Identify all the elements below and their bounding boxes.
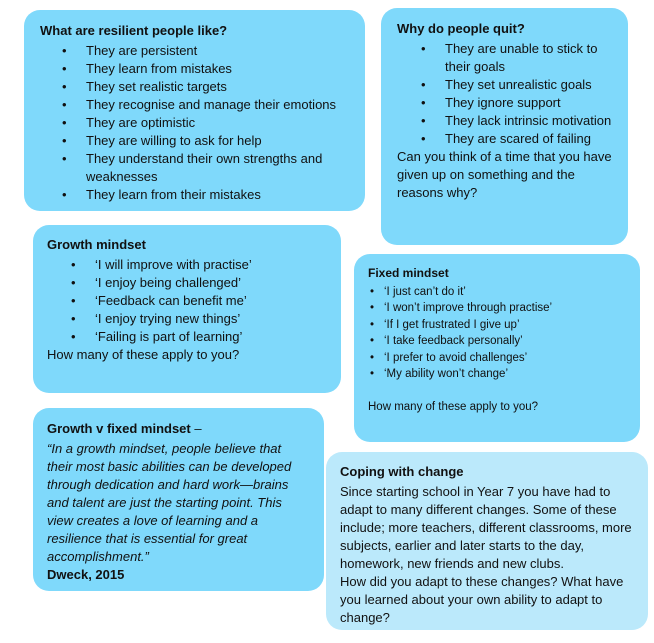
list-item: • ‘I take feedback personally’	[368, 333, 626, 350]
list-item: • ‘I prefer to avoid challenges’	[368, 350, 626, 367]
list-item: • ‘I enjoy being challenged’	[47, 274, 327, 292]
list-item: • ‘I won’t improve through practise’	[368, 300, 626, 317]
quit-title: Why do people quit?	[397, 21, 525, 36]
coping-question: How did you adapt to these changes? What have you learned about your own ability to adapt to change?	[340, 574, 624, 625]
dweck-quote: “In a growth mindset, people believe that their most basic abilities can be developed through dedication and hard work—brains and talent are just the starting point. This view creates a love of learning and a resilience that is essential for great accomplishment.”	[47, 441, 292, 564]
list-item: • They ignore support	[397, 94, 614, 112]
list-item: • ‘Feedback can benefit me’	[47, 292, 327, 310]
list-item: • ‘I enjoy trying new things’	[47, 310, 327, 328]
list-item: • They are scared of failing	[397, 130, 614, 148]
list-item: • They set realistic targets	[40, 78, 349, 96]
growth-list	[47, 256, 327, 346]
list-item: • ‘I just can’t do it’	[368, 284, 626, 301]
list-item: • They learn from their mistakes	[40, 186, 349, 204]
why-quit-box	[381, 8, 628, 245]
list-item: • They lack intrinsic motivation	[397, 112, 614, 130]
quit-list	[397, 40, 614, 148]
coping-body: Since starting school in Year 7 you have had to adapt to many different changes. Some of these include; more teachers, different classrooms, more subjects, earlier and later starts to the day, homework, new friends and new clubs.	[340, 484, 632, 571]
fixed-title: Fixed mindset	[368, 266, 449, 280]
gvf-dash: –	[190, 421, 202, 436]
list-item: • ‘I will improve with practise’	[47, 256, 327, 274]
growth-question: How many of these apply to you?	[47, 347, 240, 362]
coping-with-change-box	[326, 452, 648, 630]
resilient-list	[40, 42, 349, 204]
growth-title: Growth mindset	[47, 237, 146, 252]
list-item: • They are willing to ask for help	[40, 132, 349, 150]
list-item: • They learn from mistakes	[40, 60, 349, 78]
fixed-list	[368, 284, 626, 383]
list-item: • They set unrealistic goals	[397, 76, 614, 94]
list-item: • They are unable to stick to their goals	[397, 40, 614, 76]
list-item: • They are optimistic	[40, 114, 349, 132]
list-item: • They recognise and manage their emotions	[40, 96, 349, 114]
list-item: • ‘If I get frustrated I give up’	[368, 317, 626, 334]
list-item: • They are persistent	[40, 42, 349, 60]
coping-title: Coping with change	[340, 464, 464, 479]
fixed-mindset-box	[354, 254, 640, 442]
resilient-title: What are resilient people like?	[40, 23, 228, 38]
list-item: • They understand their own strengths and weaknesses	[40, 150, 349, 186]
quote-author: Dweck, 2015	[47, 567, 125, 582]
quit-question: Can you think of a time that you have given up on something and the reasons why?	[397, 149, 612, 200]
gvf-heading	[47, 420, 310, 438]
list-item: • ‘My ability won’t change’	[368, 366, 626, 383]
fixed-question: How many of these apply to you?	[368, 400, 539, 413]
gvf-title: Growth v fixed mindset	[47, 421, 191, 436]
resilient-people-box	[24, 10, 365, 211]
growth-v-fixed-box	[33, 408, 324, 591]
growth-mindset-box	[33, 225, 341, 393]
list-item: • ‘Failing is part of learning’	[47, 328, 327, 346]
